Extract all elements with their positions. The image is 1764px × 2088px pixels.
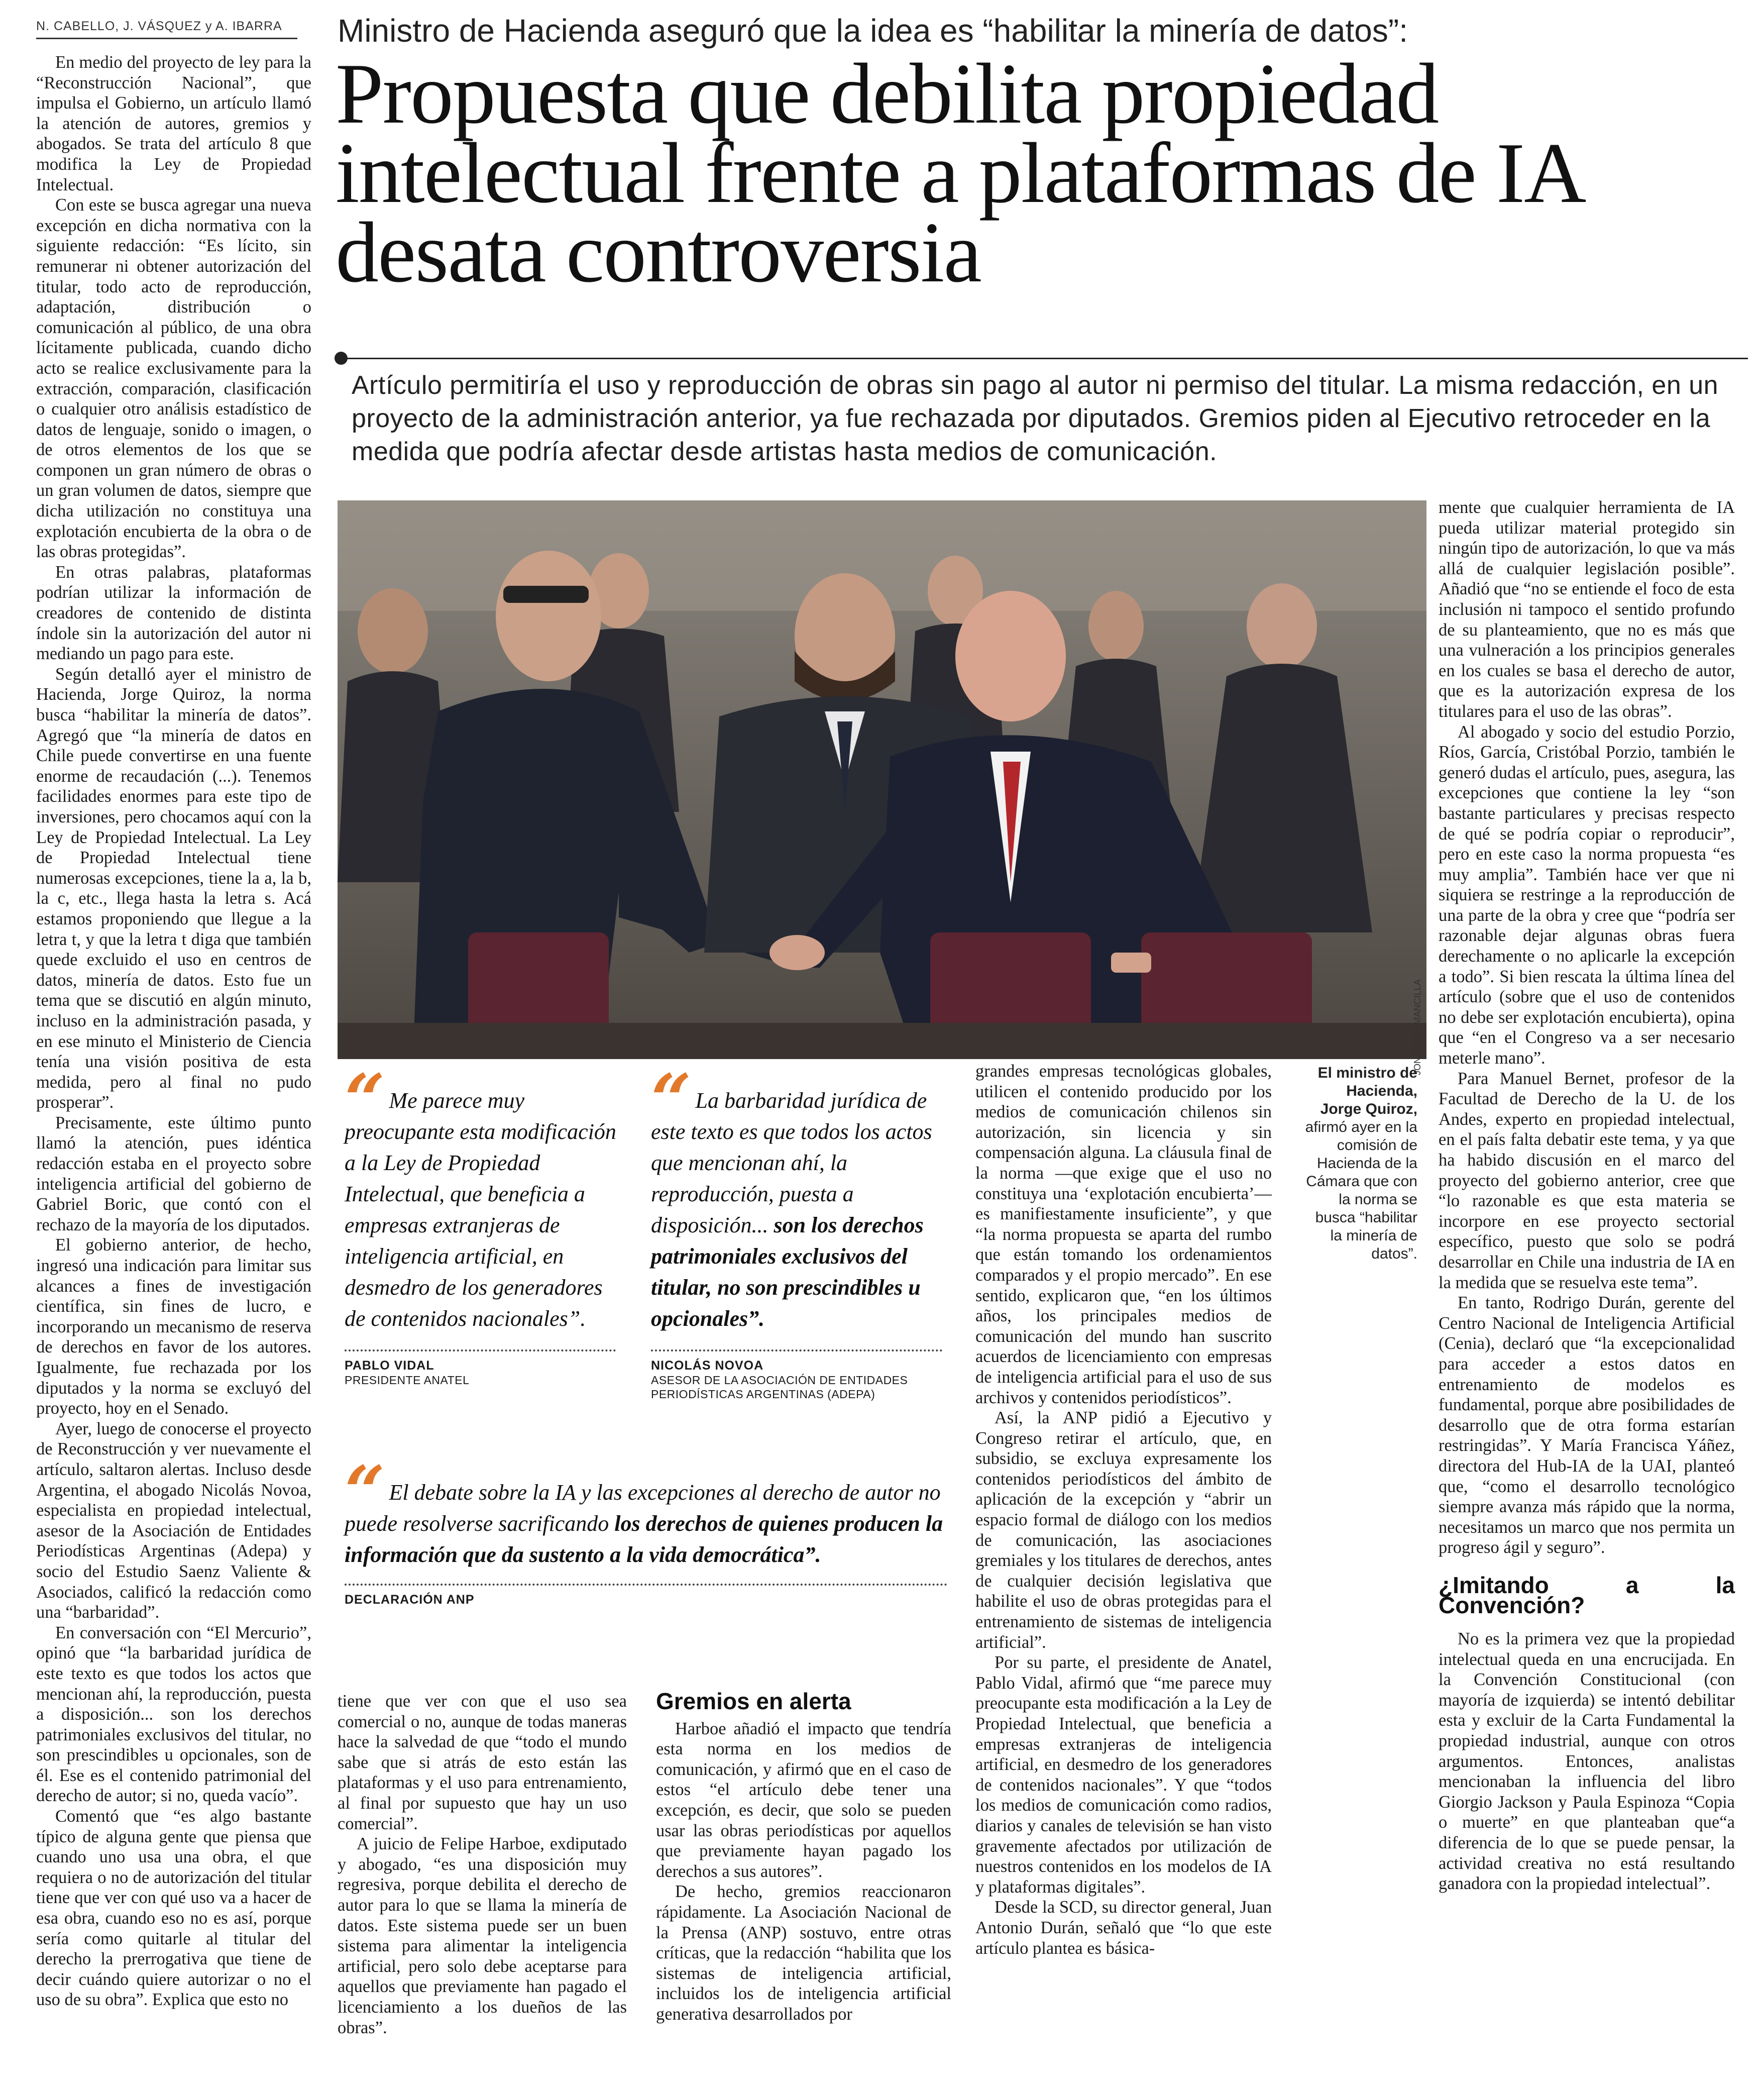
- caption-text: afirmó ayer en la comisión de Hacienda de la Cámara que con la norma se busca “habilitar la minería de datos”.: [1305, 1119, 1417, 1262]
- paragraph: Según detalló ayer el ministro de Hacienda, Jorge Quiroz, la norma busca “habilitar la minería de datos”. Agregó que “la minería de datos en Chile puede convertirse en una fuente enorme de recaudación (...). Tenemos facilidades enormes para este tipo de inversiones, pero chocamos aquí con la Ley de Propiedad Intelectual. La Ley de Propiedad Intelectual tiene numerosas excepciones, tiene la a, la b, la c, etc., llega hasta la letra s. Acá estamos proponiendo que llegue a la letra t, y que la letra t diga que también quede excluido el uso en centros de datos, minería de datos. Esto fue un tema que se discutió en algún minuto, incluso en la administración pasada, y en ese minuto el Ministerio de Ciencia tenía una visión positiva de esta medida, pero al final no pudo prosperar”.: [36, 664, 311, 1112]
- quote-bold: son los derechos patrimoniales exclusivos del titular, no son prescindibles u opcionales”.: [651, 1213, 924, 1331]
- pull-quote-2: [651, 1059, 952, 1401]
- byline: N. CABELLO, J. VÁSQUEZ y A. IBARRA: [36, 19, 297, 39]
- paragraph: grandes empresas tecnológicas globales, utilicen el contenido producido por los medios de comunicación chilenos sin autorización, sin licencia y sin compensación alguna. La cláusula final de la norma —que exige que el uso no constituya una ‘explotación encubierta’— es manifiestamente insuficiente”, y que “la norma propuesta se aparta del rumbo que están tomando los ordenamientos comparados y el propio mercado”. En ese sentido, explicaron que, “en los últimos años, los principales medios de comunicación del mundo han suscrito acuerdos de licenciamiento con empresas de inteligencia artificial para el uso de sus archivos y contenidos periodísticos”.: [975, 1062, 1272, 1407]
- quote-body: Me parece muy preocupante esta modificación a la Ley de Propiedad Intelectual, que beneficia a empresas extranjeras de inteligencia artificial, en desmedro de los generadores de contenidos nacionales”.: [345, 1088, 616, 1331]
- paragraph: Precisamente, este último punto llamó la atención, pues idéntica redacción estaba en el proyecto sobre inteligencia artificial del gobierno de Gabriel Boric, que contó con el rechazo de la mayoría de los diputados.: [36, 1113, 311, 1234]
- paragraph: mente que cualquier herramienta de IA pueda utilizar material protegido sin ningún tipo de autorización, lo que va más allá de cualquier legislación posible”. Añadió que “no se entiende el foco de esta inclusión ni tampoco el sentido profundo de su planteamiento, que no es más que una vulneración a los principios generales en los cuales se basa el derecho de autor, que es la autorización expresa de los titulares para el uso de las obras”.: [1439, 498, 1735, 721]
- column-4: [975, 1061, 1272, 1958]
- paragraph: Desde la SCD, su director general, Juan Antonio Durán, señaló que “lo que este artículo plantea es básica-: [975, 1898, 1272, 1958]
- paragraph: No es la primera vez que la propiedad intelectual queda en una encrucijada. En la Convención Constitucional (con mayoría de izquierda) se intentó debilitar esta y excluir de la Carta Fundamental la propiedad industrial, aunque con otros argumentos. Entonces, analistas mencionaban la influencia del libro Giorgio Jackson y Paula Espinoza “Copia o muerte” en que planteaban que“a diferencia de lo que se puede pensar, la actividad creativa no está resultando ganadora con la propiedad intelectual”.: [1439, 1629, 1735, 1894]
- paragraph: En conversación con “El Mercurio”, opinó que “la barbaridad jurídica de este texto es que todos los actos que mencionan ahí, la reproducción, puesta a disposición... son los derechos patrimoniales exclusivos del titular, no son prescindibles u opcionales, son de él. Ese es el contenido patrimonial del derecho de autor; si no, queda vacío”.: [36, 1623, 311, 1806]
- paragraph: Comentó que “es algo bastante típico de alguna gente que piensa que cuando uno usa una obra, el que requiera o no de autorización del titular tiene que ver con qué uso va a hacer de esa obra, cuando eso no es así, porque sería como quitarle al titular del derecho la prerrogativa que tiene de decir cuándo quiere autorizar o no el uso de su obra”. Explica que esto no: [36, 1807, 311, 2010]
- paragraph: En tanto, Rodrigo Durán, gerente del Centro Nacional de Inteligencia Artificial (Cenia), declaró que “la excepcionalidad para acceder a estos datos en entrenamiento de modelos es fundamental, porque abre posibilidades de desarrollo que de otra forma estarían restringidas”. Y María Francisca Yáñez, directora del Hub-IA de la UAI, planteó que, “como el desarrollo tecnológico siempre avanza más rápido que la norma, necesitamos un marco que nos permita un progreso ágil y seguro”.: [1439, 1293, 1735, 1557]
- paragraph: tiene que ver con que el uso sea comercial o no, aunque de todas maneras hace la salvedad de que “todo el mundo sabe que si atrás de esto están las plataformas y el uso para entrenamiento, al final por supuesto que hay un uso comercial”.: [338, 1692, 627, 1833]
- quote-author: NICOLÁS NOVOA: [651, 1359, 764, 1373]
- deck: Artículo permitiría el uso y reproducción de obras sin pago al autor ni permiso del titular. La misma redacción, en un proyecto de la administración anterior, ya fue rechazada por diputados. Gremios piden al Ejecutivo retroceder en la medida que podría afectar desde artistas hasta medios de comunicación.: [352, 371, 1719, 466]
- column-3: [656, 1688, 951, 2025]
- column-1: [36, 52, 311, 2010]
- paragraph: El gobierno anterior, de hecho, ingresó una indicación para limitar sus alcances a fines de investigación científica, sin fines de lucro, e incorporando un mecanismo de reserva de derechos en favor de los autores. Igualmente, fue rechazada por los diputados y la norma se excluyó del proyecto, hoy en el Senado.: [36, 1235, 311, 1418]
- paragraph: Al abogado y socio del estudio Porzio, Ríos, García, Cristóbal Porzio, también le generó dudas el artículo, pues, asegura, las excepciones que contiene la ley “son bastante particulares y precisas respecto de qué se podría copiar o reproducir”, pero en este caso la norma propuesta “es muy amplia”. También hace ver que ni siquiera se restringe a la reproducción de una parte de la obra y cree que “podría ser razonable dejar algunas obras fuera derechamente o no aplicarle la excepción a todo”. Si bien rescata la última línea del artículo (sobre que el uso de contenidos no debe ser explotación encubierta), opina que “en el Congreso va a ser necesario meterle mano”.: [1439, 722, 1735, 1068]
- quote-author-role: PRESIDENTE ANATEL: [345, 1374, 470, 1387]
- quote-text: [651, 1059, 952, 1334]
- paragraph: Harboe añadió el impacto que tendría esta norma en los medios de comunicación, y afirmó que en el caso de estos “el artículo debe tener una excepción, es decir, que solo se pueden usar las obras periodísticas por aquellos que previamente hayan pagado los derechos a sus autores”.: [656, 1719, 951, 1881]
- deck-rule: [342, 358, 1748, 359]
- quote-divider: [651, 1349, 942, 1351]
- paragraph: De hecho, gremios reaccionaron rápidamente. La Asociación Nacional de la Prensa (ANP) sostuvo, entre otras críticas, que la redacción “habilita que los sistemas de inteligencia artificial, incluidos los de inteligencia artificial generativa desarrollados por: [656, 1882, 951, 2024]
- paragraph: Para Manuel Bernet, profesor de la Facultad de Derecho de la U. de los Andes, experto en propiedad intelectual, en el país falta debatir este tema, y ya que ha habido discusión en el marco del proyecto del gobierno anterior, cree que “lo razonable es que esta materia se incorpore en ese proyecto sectorial específico, puesto que solo se podrá desarrollar en Chile una industria de IA en la medida que se resuelva este tema”.: [1439, 1069, 1735, 1292]
- paragraph: En medio del proyecto de ley para la “Reconstrucción Nacional”, que impulsa el Gobierno, un artículo llamó la atención de autores, gremios y abogados. Se trata del artículo 8 que modifica la Ley de Propiedad Intelectual.: [36, 53, 311, 194]
- caption-bold: El ministro de Hacienda, Jorge Quiroz,: [1317, 1065, 1417, 1117]
- kicker: Ministro de Hacienda aseguró que la idea es “habilitar la minería de datos”:: [338, 13, 1408, 49]
- subhead-convencion: ¿Imitando a la Convención?: [1439, 1572, 1735, 1619]
- paragraph: En otras palabras, plataformas podrían utilizar la información de creadores de contenido de distinta índole sin la autorización del autor ni mediando un pago para este.: [36, 562, 311, 664]
- quote-bold: los derechos de quienes producen la información que da sustento a la vida democrática”.: [345, 1511, 943, 1567]
- quote-mark-icon: “: [345, 1451, 385, 1533]
- headline: Propuesta que debilita propiedad intelectual frente a plataformas de IA desata controversia: [336, 46, 1581, 300]
- news-photo: [338, 500, 1426, 1059]
- quote-mark-icon: “: [651, 1059, 692, 1141]
- quote-text: [345, 1059, 626, 1334]
- quote-text: [345, 1451, 952, 1571]
- photo-credit: JONATHAN MANCILLA: [1412, 979, 1422, 1075]
- pull-quote-3: [345, 1451, 952, 1607]
- pull-quote-1: [345, 1059, 626, 1387]
- paragraph: Por su parte, el presidente de Anatel, Pablo Vidal, afirmó que “me parece muy preocupante esta modificación a la Ley de Propiedad Intelectual, que beneficia a empresas extranjeras de inteligencia artificial, en desmedro de los generadores de contenidos nacionales”. Y que “todos los medios de comunicación como radios, diarios y canales de televisión se han visto gravemente afectados por utilización de nuestros contenidos en los modelos de IA y plataformas digitales”.: [975, 1653, 1272, 1897]
- paragraph: Con este se busca agregar una nueva excepción en dicha normativa con la siguiente redacción: “Es lícito, sin remunerar ni obtener autorización del titular, todo acto de reproducción, adaptación, distribución o comunicación al público, de una obra lícitamente publicada, cuando dicho acto se realice exclusivamente para la extracción, comparación, clasificación o cualquier otro análisis estadístico de datos de lenguaje, sonido o imagen, o de otros elementos de los que se componen un gran número de obras o un gran volumen de datos, siempre que dicha utilización no constituya una explotación encubierta de la obra o de las obras protegidas”.: [36, 195, 311, 562]
- handshake-photo-illustration: [338, 500, 1426, 1059]
- photo-caption: [1302, 1064, 1417, 1263]
- column-5: [1439, 497, 1735, 1894]
- quote-mark-icon: “: [345, 1059, 385, 1141]
- paragraph: Ayer, luego de conocerse el proyecto de Reconstrucción y ver nuevamente el artículo, saltaron alertas. Incluso desde Argentina, el abogado Nicolás Novoa, especialista en propiedad intelectual, asesor de la Asociación de Entidades Periodísticas Argentinas (Adepa) y socio del Estudio Saenz Valiente & Asociados, calificó la redacción como una “barbaridad”.: [36, 1419, 311, 1622]
- quote-body: La barbaridad jurídica de este texto es que todos los actos que mencionan ahí, la reproducción, puesta a disposición...: [651, 1088, 932, 1237]
- paragraph: A juicio de Felipe Harboe, exdiputado y abogado, “es una disposición muy regresiva, porque debilita el derecho de autor para lo que se llama la minería de datos. Este sistema puede ser un buen sistema para alimentar la inteligencia artificial, pero solo debe aceptarse para aquellos que previamente han pagado el licenciamiento a los dueños de las obras”.: [338, 1834, 627, 2037]
- column-2: [338, 1691, 627, 2038]
- quote-divider: [345, 1349, 616, 1351]
- quote-author: PABLO VIDAL: [345, 1359, 434, 1373]
- quote-author: DECLARACIÓN ANP: [345, 1593, 475, 1607]
- paragraph: Así, la ANP pidió a Ejecutivo y Congreso retirar el artículo, que, en subsidio, se excluya expresamente los contenidos periodísticos del ámbito de aplicación de la excepción y “abrir un espacio formal de diálogo con los medios de comunicación, las asociaciones gremiales y los titulares de derechos, antes de cualquier decisión legislativa que habilite el uso de obras protegidas para el entrenamiento de sistemas de inteligencia artificial”.: [975, 1408, 1272, 1652]
- quote-body: El debate sobre la IA y las excepciones al derecho de autor no puede resolverse sacrificando: [345, 1480, 941, 1536]
- subhead-gremios: Gremios en alerta: [656, 1688, 851, 1714]
- quote-author-role: ASESOR DE LA ASOCIACIÓN DE ENTIDADES PERIODÍSTICAS ARGENTINAS (ADEPA): [651, 1374, 908, 1401]
- quote-divider: [345, 1584, 947, 1586]
